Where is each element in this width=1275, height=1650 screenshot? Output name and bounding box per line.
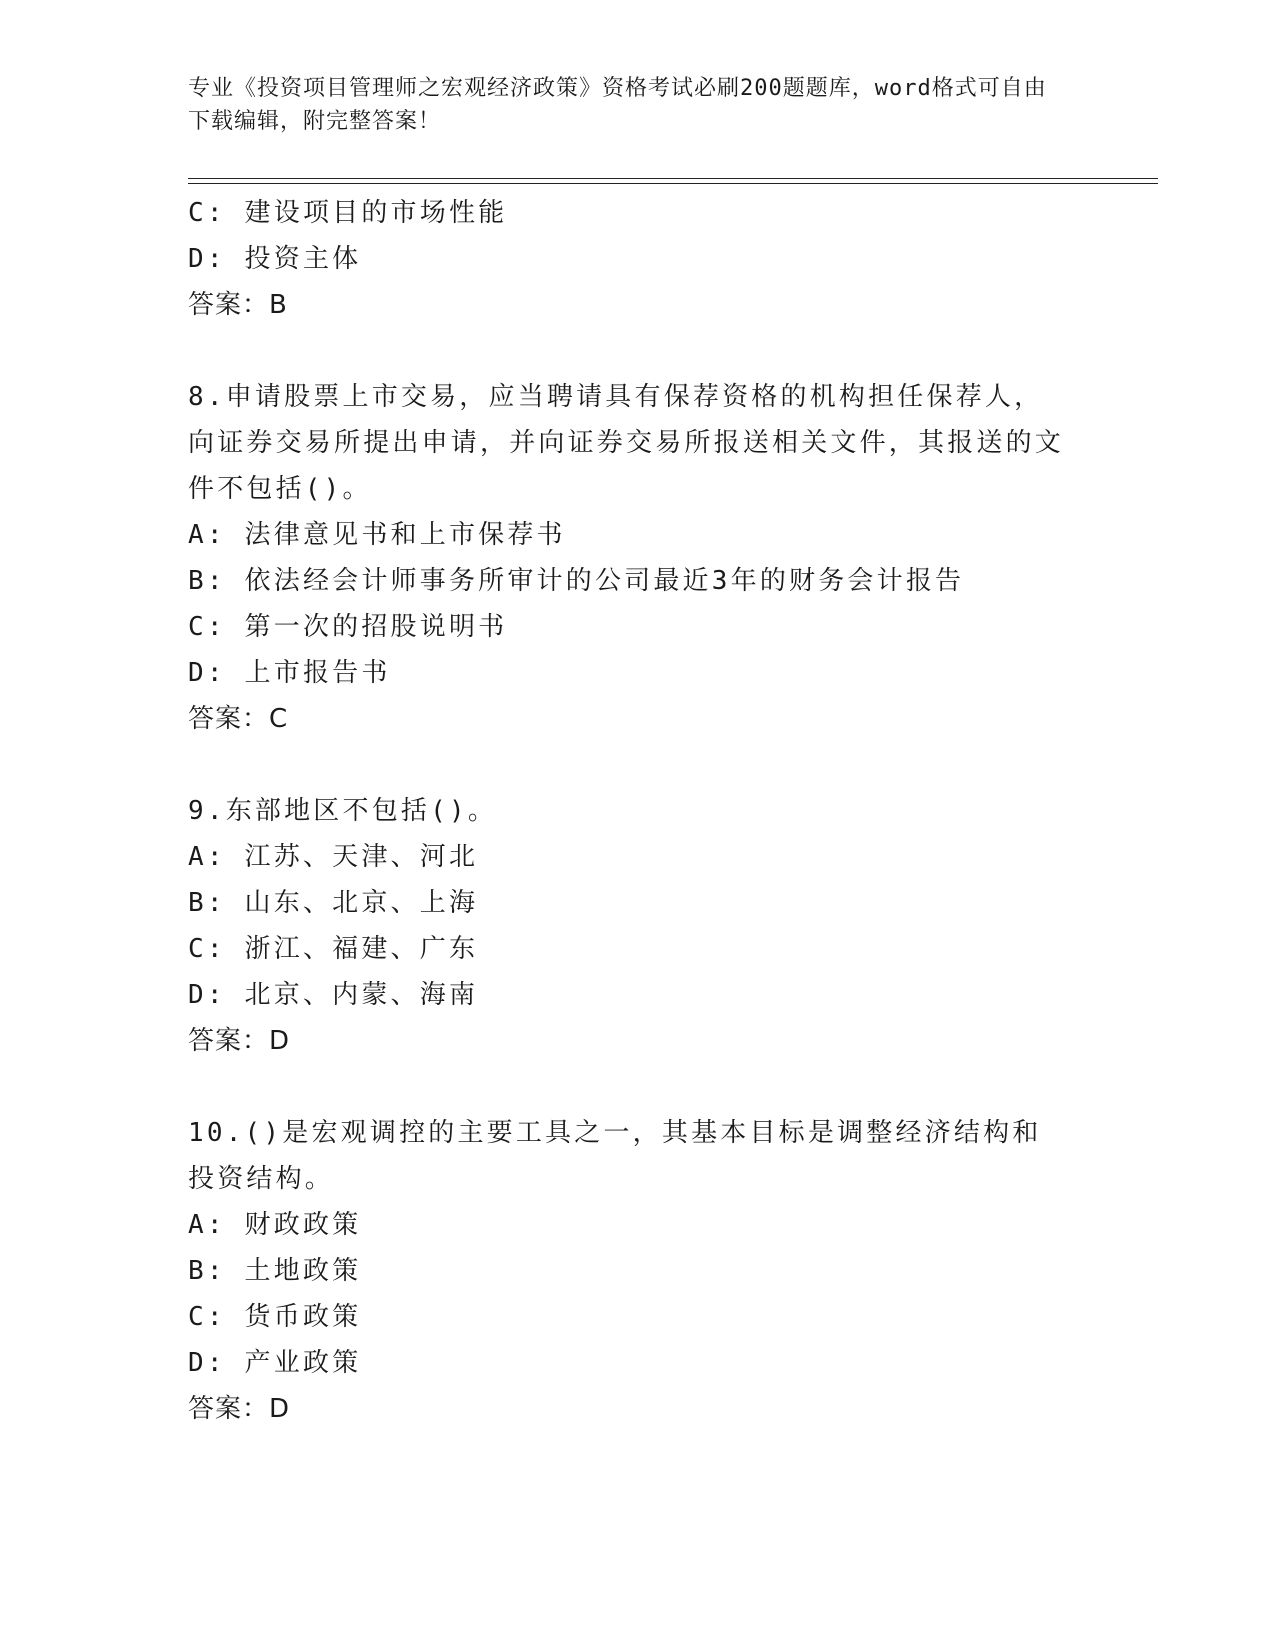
option-d: D: 产业政策	[188, 1348, 362, 1378]
option-a: A: 江苏、天津、河北	[188, 842, 479, 872]
answer: 答案：C	[188, 704, 289, 734]
option-a: A: 法律意见书和上市保荐书	[188, 520, 566, 550]
option-a: A: 财政政策	[188, 1210, 362, 1240]
page-header: 专业《投资项目管理师之宏观经济政策》资格考试必刷200题题库，word格式可自由下载编辑，附完整答案！	[188, 76, 1047, 134]
spacer	[188, 328, 1088, 374]
option-c: C: 第一次的招股说明书	[188, 612, 508, 642]
spacer	[188, 1064, 1088, 1110]
question-stem: 9.东部地区不包括()。	[188, 796, 498, 826]
option-d: D: 上市报告书	[188, 658, 391, 688]
option-c: C: 浙江、福建、广东	[188, 934, 479, 964]
question-stem: 8.申请股票上市交易，应当聘请具有保荐资格的机构担任保荐人，向证券交易所提出申请，并向证券交易所报送相关文件，其报送的文件不包括()。	[188, 382, 1065, 504]
question-list	[188, 190, 1088, 1432]
question-8	[188, 374, 1088, 742]
option-d: D: 投资主体	[188, 244, 362, 274]
spacer	[188, 742, 1088, 788]
option-c: C: 货币政策	[188, 1302, 362, 1332]
question-9	[188, 788, 1088, 1064]
answer: 答案：D	[188, 1394, 291, 1424]
option-b: B: 山东、北京、上海	[188, 888, 479, 918]
option-d: D: 北京、内蒙、海南	[188, 980, 479, 1010]
question-10	[188, 1110, 1088, 1432]
option-b: B: 土地政策	[188, 1256, 362, 1286]
answer: 答案：B	[188, 290, 288, 320]
answer: 答案：D	[188, 1026, 291, 1056]
question-stem: 10.()是宏观调控的主要工具之一，其基本目标是调整经济结构和投资结构。	[188, 1118, 1042, 1194]
question-7-partial	[188, 190, 1088, 328]
option-b: B: 依法经会计师事务所审计的公司最近3年的财务会计报告	[188, 566, 965, 596]
header-divider-top	[188, 178, 1158, 179]
header-divider-bottom	[188, 183, 1158, 184]
option-c: C: 建设项目的市场性能	[188, 198, 508, 228]
